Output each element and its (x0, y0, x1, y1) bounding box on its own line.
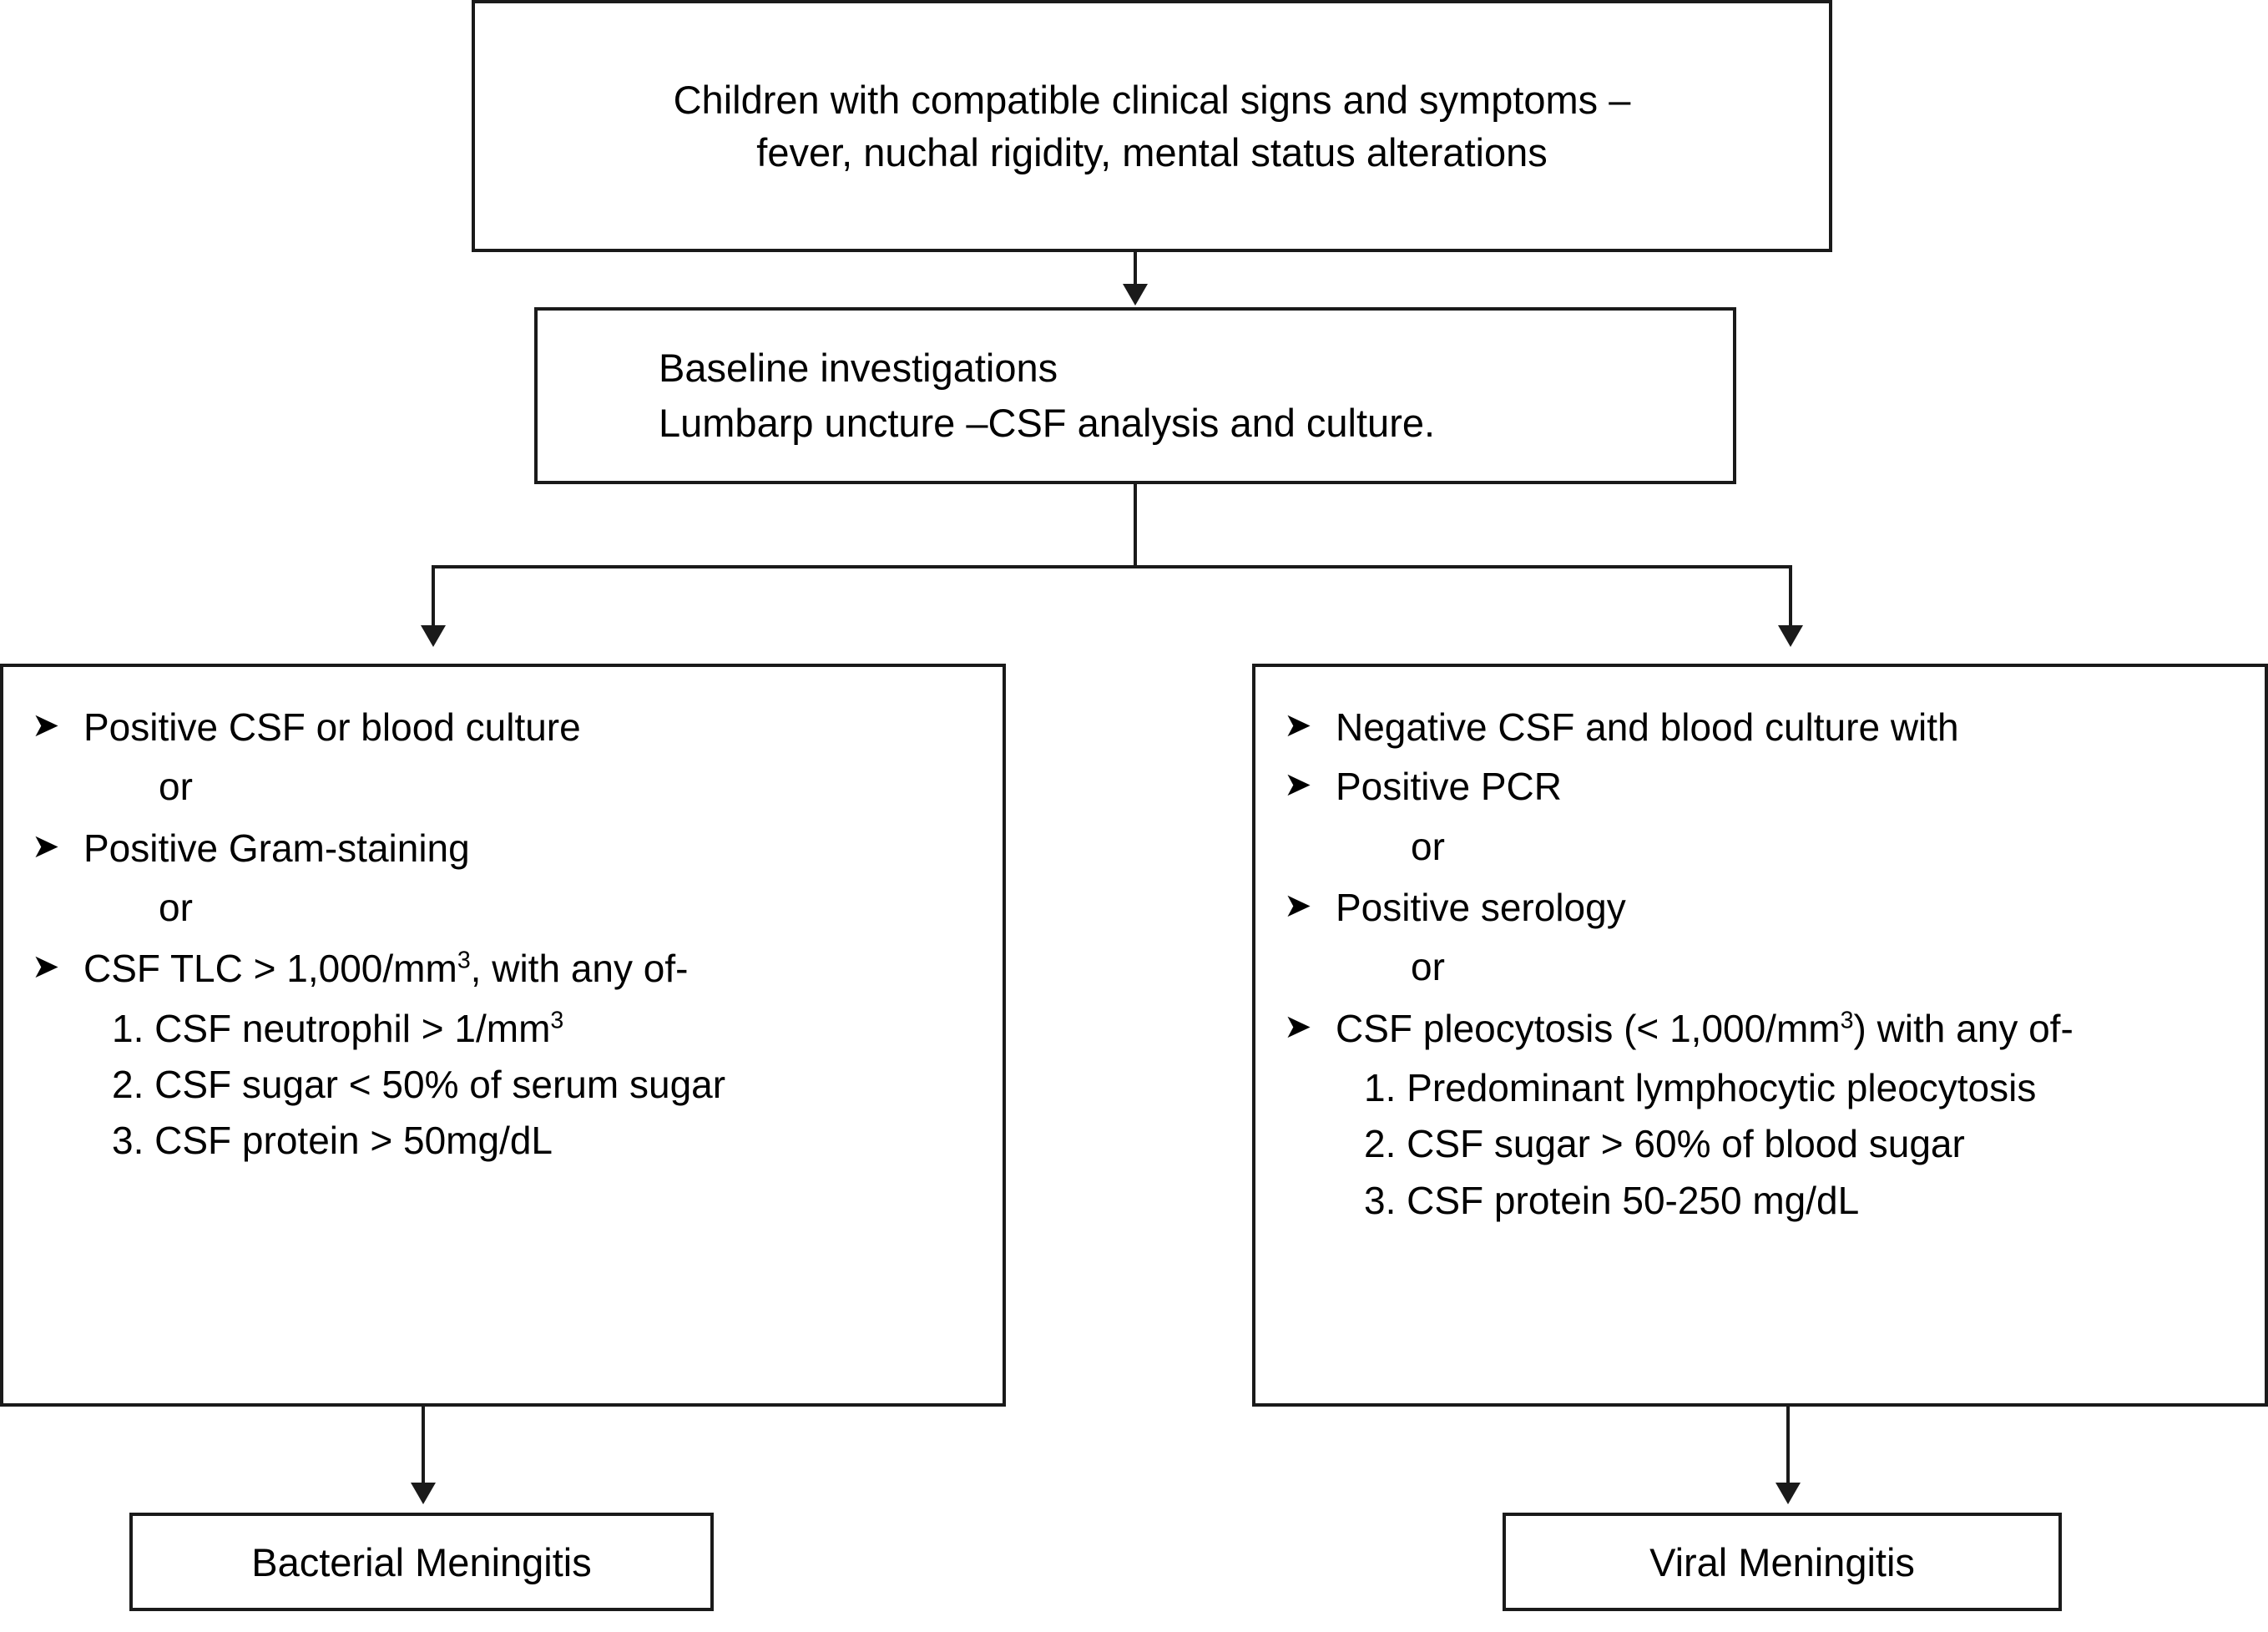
connector-top-to-baseline (1134, 252, 1137, 287)
left-item-1 (112, 1002, 974, 1056)
left-or-2: or (159, 885, 193, 929)
right-bullet-2 (1284, 760, 2236, 814)
bullet-arrow-icon: ➤ (32, 707, 60, 744)
left-bullet-3-post: , with any of- (470, 947, 689, 991)
right-bullet-2-text: Positive PCR (1336, 765, 1562, 809)
left-or-1: or (159, 765, 193, 809)
left-item-3: 3. CSF protein > 50mg/dL (112, 1119, 553, 1163)
right-item-3: 3. CSF protein 50-250 mg/dL (1364, 1178, 1860, 1222)
right-bullet-4-pre: CSF pleocytosis (< 1,000/mm (1336, 1006, 1841, 1050)
right-bullet-4 (1284, 1002, 2236, 1056)
right-or-2: or (1411, 945, 1445, 989)
arrowhead-top-to-baseline (1123, 284, 1148, 306)
arrowhead-left-result (411, 1483, 436, 1504)
right-bullet-3-text: Positive serology (1336, 885, 1626, 929)
right-item-1: 1. Predominant lymphocytic pleocytosis (1364, 1065, 2037, 1109)
node-bacterial-criteria (0, 664, 1006, 1407)
bullet-arrow-icon: ➤ (32, 827, 60, 865)
left-item-1-sup: 3 (550, 1007, 564, 1034)
arrowhead-right-branch (1778, 625, 1803, 647)
connector-left-drop (432, 565, 435, 629)
left-item-2: 2. CSF sugar < 50% of serum sugar (112, 1062, 726, 1106)
node-clinical-signs-line2: fever, nuchal rigidity, mental status alterations (756, 130, 1548, 174)
node-viral-meningitis (1503, 1513, 2062, 1611)
left-bullet-1 (32, 700, 974, 755)
left-bullet-3-sup: 3 (457, 947, 471, 974)
node-viral-meningitis-label: Viral Meningitis (1649, 1539, 1915, 1584)
right-bullet-1 (1284, 700, 2236, 755)
bullet-arrow-icon: ➤ (1284, 887, 1312, 924)
node-baseline-investigations (534, 307, 1736, 484)
left-bullet-3 (32, 942, 974, 996)
connector-right-to-result (1786, 1407, 1790, 1486)
node-baseline-line2: Lumbarp uncture –CSF analysis and culture. (659, 401, 1436, 445)
connector-left-to-result (422, 1407, 425, 1486)
left-bullet-3-text (83, 942, 974, 996)
left-item-1-pre: 1. CSF neutrophil > 1/mm (112, 1006, 551, 1050)
node-viral-criteria (1252, 664, 2268, 1407)
left-bullet-2-text: Positive Gram-staining (83, 826, 470, 870)
left-bullet-3-pre: CSF TLC > 1,000/mm (83, 947, 457, 991)
connector-right-drop (1789, 565, 1792, 629)
left-bullet-2 (32, 821, 974, 876)
arrowhead-left-branch (421, 625, 446, 647)
bullet-arrow-icon: ➤ (32, 948, 60, 986)
right-bullet-4-sup: 3 (1840, 1007, 1854, 1034)
right-or-1: or (1411, 824, 1445, 868)
node-clinical-signs (472, 0, 1832, 252)
connector-baseline-stem (1134, 484, 1137, 568)
right-bullet-3 (1284, 881, 2236, 935)
bullet-arrow-icon: ➤ (1284, 766, 1312, 804)
node-bacterial-meningitis-label: Bacterial Meningitis (251, 1539, 592, 1584)
right-bullet-1-text: Negative CSF and blood culture with (1336, 705, 1959, 749)
right-item-2: 2. CSF sugar > 60% of blood sugar (1364, 1122, 1965, 1166)
node-baseline-line1: Baseline investigations (659, 346, 1058, 391)
bullet-arrow-icon: ➤ (1284, 1008, 1312, 1045)
right-bullet-4-post: ) with any of- (1853, 1006, 2074, 1050)
node-bacterial-meningitis (129, 1513, 714, 1611)
arrowhead-right-result (1776, 1483, 1801, 1504)
bullet-arrow-icon: ➤ (1284, 707, 1312, 744)
right-bullet-4-text (1336, 1002, 2236, 1056)
connector-split-horizontal (432, 565, 1792, 568)
node-clinical-signs-line1: Children with compatible clinical signs and symptoms – (673, 77, 1631, 122)
left-bullet-1-text: Positive CSF or blood culture (83, 705, 581, 749)
